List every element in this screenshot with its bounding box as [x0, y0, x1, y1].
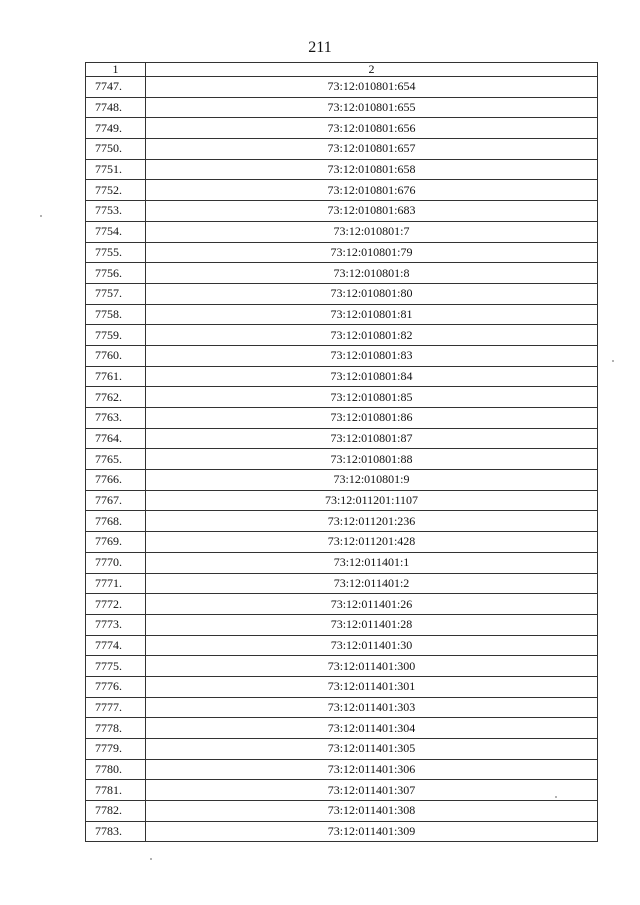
- row-number: 7752.: [86, 180, 146, 201]
- cadastral-number: 73:12:010801:87: [146, 428, 598, 449]
- table-row: [86, 201, 598, 222]
- cadastral-number: 73:12:010801:655: [146, 97, 598, 118]
- row-number: 7776.: [86, 676, 146, 697]
- table-row: [86, 408, 598, 429]
- cadastral-number: 73:12:010801:654: [146, 77, 598, 98]
- row-number: 7747.: [86, 77, 146, 98]
- table-row: [86, 387, 598, 408]
- table-row: [86, 759, 598, 780]
- cadastral-number: 73:12:011401:309: [146, 821, 598, 842]
- table-row: [86, 139, 598, 160]
- row-number: 7758.: [86, 304, 146, 325]
- scan-speck: [612, 360, 614, 362]
- cadastral-number: 73:12:010801:80: [146, 283, 598, 304]
- scan-speck: [150, 858, 152, 860]
- row-number: 7757.: [86, 283, 146, 304]
- row-number: 7774.: [86, 635, 146, 656]
- cadastral-number: 73:12:010801:88: [146, 449, 598, 470]
- table-row: [86, 449, 598, 470]
- cadastral-number: 73:12:011401:2: [146, 573, 598, 594]
- cadastral-number: 73:12:010801:658: [146, 159, 598, 180]
- table-row: [86, 573, 598, 594]
- row-number: 7763.: [86, 408, 146, 429]
- cadastral-number: 73:12:011401:1: [146, 552, 598, 573]
- cadastral-number: 73:12:011201:1107: [146, 490, 598, 511]
- row-number: 7762.: [86, 387, 146, 408]
- table-row: [86, 180, 598, 201]
- table-row: [86, 697, 598, 718]
- table-row: [86, 780, 598, 801]
- table-row: [86, 77, 598, 98]
- table-row: [86, 676, 598, 697]
- table-row: [86, 97, 598, 118]
- row-number: 7768.: [86, 511, 146, 532]
- table-row: [86, 221, 598, 242]
- row-number: 7779.: [86, 739, 146, 760]
- column-header-cadastral-number: 2: [146, 63, 598, 77]
- table-row: [86, 159, 598, 180]
- table-row: [86, 801, 598, 822]
- row-number: 7753.: [86, 201, 146, 222]
- row-number: 7777.: [86, 697, 146, 718]
- row-number: 7764.: [86, 428, 146, 449]
- table-row: [86, 345, 598, 366]
- table-row: [86, 594, 598, 615]
- row-number: 7756.: [86, 263, 146, 284]
- row-number: 7773.: [86, 614, 146, 635]
- scan-speck: [555, 796, 557, 798]
- cadastral-number: 73:12:010801:683: [146, 201, 598, 222]
- cadastral-number: 73:12:011401:26: [146, 594, 598, 615]
- cadastral-number: 73:12:011201:428: [146, 532, 598, 553]
- cadastral-number: 73:12:010801:656: [146, 118, 598, 139]
- cadastral-number: 73:12:011401:28: [146, 614, 598, 635]
- cadastral-table: [85, 62, 598, 842]
- table-row: [86, 635, 598, 656]
- table-row: [86, 263, 598, 284]
- cadastral-number: 73:12:010801:82: [146, 325, 598, 346]
- cadastral-number: 73:12:011401:300: [146, 656, 598, 677]
- cadastral-number: 73:12:011401:303: [146, 697, 598, 718]
- row-number: 7769.: [86, 532, 146, 553]
- cadastral-number: 73:12:010801:657: [146, 139, 598, 160]
- table-row: [86, 821, 598, 842]
- row-number: 7778.: [86, 718, 146, 739]
- row-number: 7755.: [86, 242, 146, 263]
- table-row: [86, 366, 598, 387]
- cadastral-number: 73:12:011401:308: [146, 801, 598, 822]
- cadastral-number: 73:12:010801:81: [146, 304, 598, 325]
- row-number: 7760.: [86, 345, 146, 366]
- table-row: [86, 242, 598, 263]
- row-number: 7761.: [86, 366, 146, 387]
- table-row: [86, 304, 598, 325]
- row-number: 7770.: [86, 552, 146, 573]
- cadastral-number: 73:12:011401:30: [146, 635, 598, 656]
- cadastral-number: 73:12:010801:8: [146, 263, 598, 284]
- cadastral-number: 73:12:011401:306: [146, 759, 598, 780]
- row-number: 7748.: [86, 97, 146, 118]
- row-number: 7754.: [86, 221, 146, 242]
- row-number: 7767.: [86, 490, 146, 511]
- row-number: 7759.: [86, 325, 146, 346]
- cadastral-number: 73:12:011201:236: [146, 511, 598, 532]
- scan-speck: [40, 215, 42, 217]
- table-row: [86, 718, 598, 739]
- row-number: 7766.: [86, 470, 146, 491]
- cadastral-number: 73:12:010801:7: [146, 221, 598, 242]
- page-number: 211: [308, 39, 332, 56]
- table-row: [86, 325, 598, 346]
- table-row: [86, 552, 598, 573]
- table-row: [86, 739, 598, 760]
- cadastral-number: 73:12:010801:9: [146, 470, 598, 491]
- table-row: [86, 511, 598, 532]
- cadastral-number: 73:12:010801:85: [146, 387, 598, 408]
- table-row: [86, 614, 598, 635]
- table-row: [86, 118, 598, 139]
- table-header-row: [86, 63, 598, 77]
- row-number: 7781.: [86, 780, 146, 801]
- row-number: 7775.: [86, 656, 146, 677]
- table-row: [86, 428, 598, 449]
- table-body: [86, 77, 598, 842]
- row-number: 7780.: [86, 759, 146, 780]
- row-number: 7751.: [86, 159, 146, 180]
- row-number: 7749.: [86, 118, 146, 139]
- row-number: 7783.: [86, 821, 146, 842]
- cadastral-number: 73:12:011401:307: [146, 780, 598, 801]
- table-row: [86, 470, 598, 491]
- cadastral-number: 73:12:010801:83: [146, 345, 598, 366]
- table-row: [86, 283, 598, 304]
- table-row: [86, 532, 598, 553]
- cadastral-number: 73:12:011401:301: [146, 676, 598, 697]
- row-number: 7765.: [86, 449, 146, 470]
- cadastral-number: 73:12:011401:304: [146, 718, 598, 739]
- table-row: [86, 490, 598, 511]
- cadastral-number: 73:12:010801:86: [146, 408, 598, 429]
- row-number: 7771.: [86, 573, 146, 594]
- row-number: 7782.: [86, 801, 146, 822]
- cadastral-number: 73:12:010801:676: [146, 180, 598, 201]
- cadastral-number: 73:12:011401:305: [146, 739, 598, 760]
- table-row: [86, 656, 598, 677]
- column-header-number: 1: [86, 63, 146, 77]
- row-number: 7772.: [86, 594, 146, 615]
- cadastral-number: 73:12:010801:79: [146, 242, 598, 263]
- cadastral-number: 73:12:010801:84: [146, 366, 598, 387]
- row-number: 7750.: [86, 139, 146, 160]
